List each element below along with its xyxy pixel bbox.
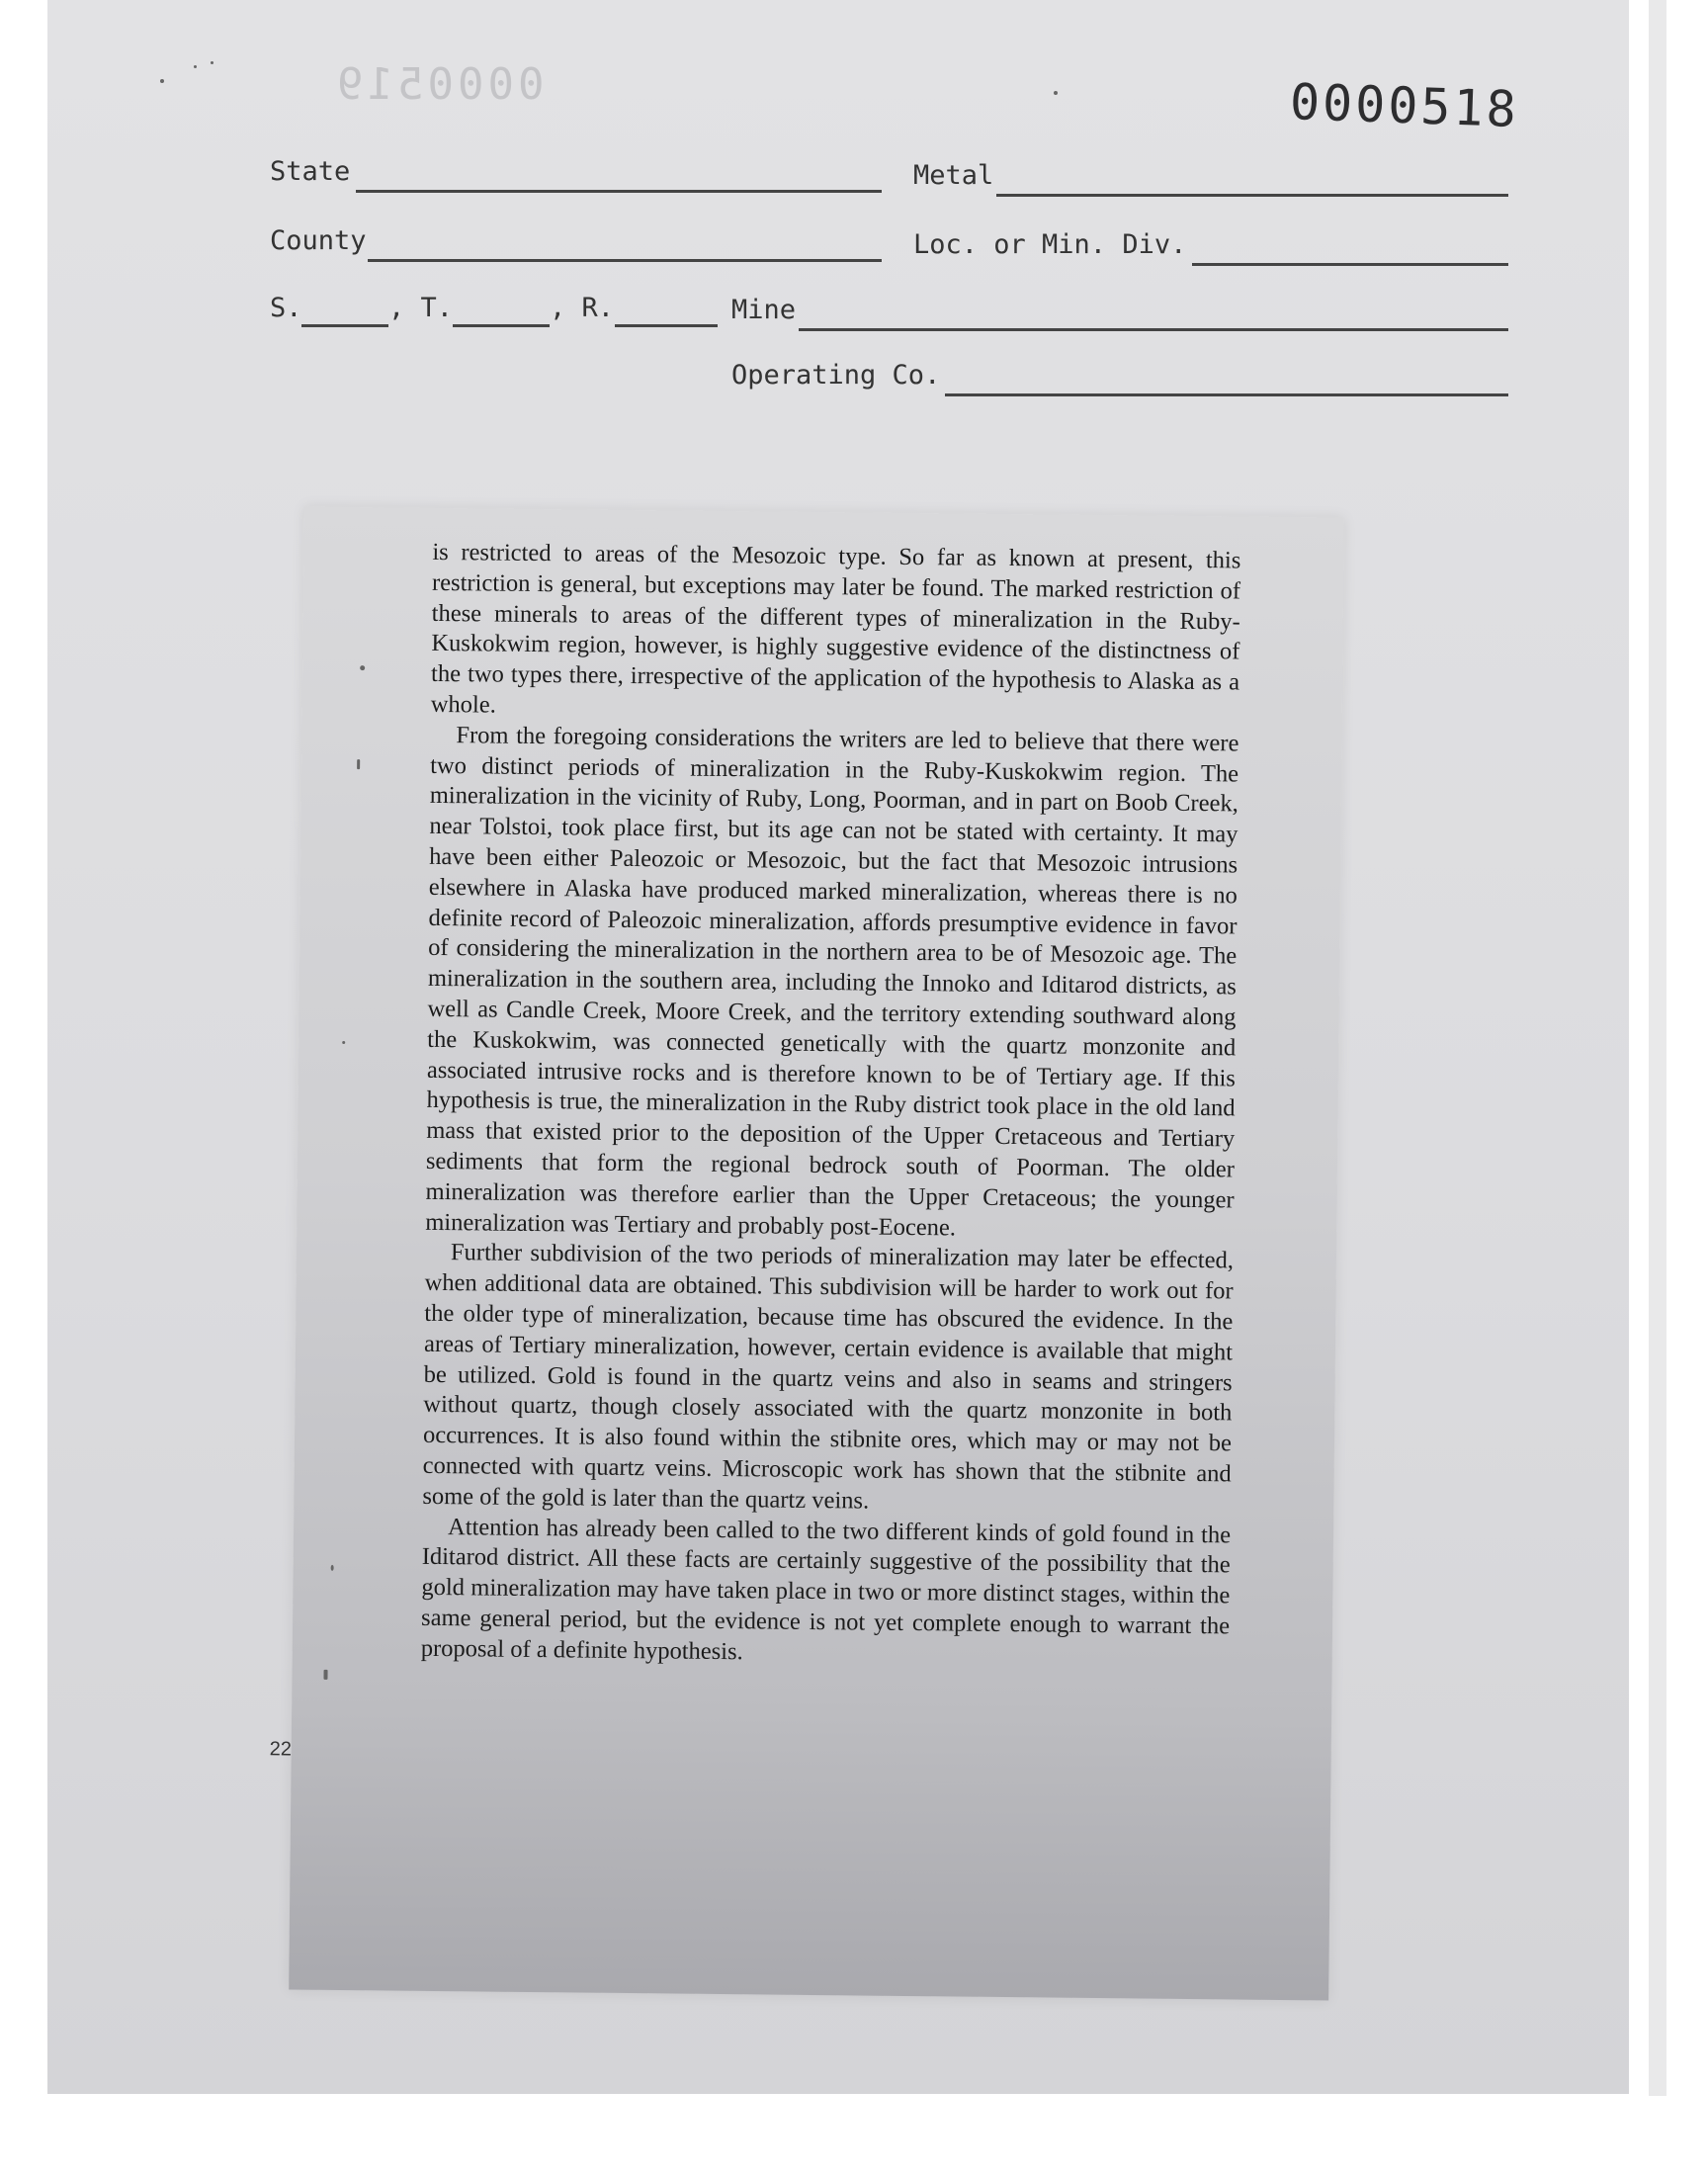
paragraph-1: is restricted to areas of the Mesozoic type. So far as known at present, this restriction is general, but exceptions may later be found. The marked restriction of these minerals to areas of the different types of mineralization in the Ruby-Kuskokwim region, however, is highly suggestive evidence of the distinctness of the two types there, irrespective of the application of the hypothesis to Alaska as a whole. — [430, 538, 1241, 719]
county-label: County — [270, 225, 367, 256]
metal-label: Metal — [913, 160, 994, 191]
scan-speck — [342, 1041, 345, 1044]
scan-speck — [160, 79, 164, 83]
range-field-line — [615, 324, 718, 327]
township-field-line — [453, 324, 550, 327]
scan-speck — [331, 1565, 334, 1571]
loc-or-min-div-label: Loc. or Min. Div. — [913, 229, 1187, 260]
township-label: , T. — [388, 293, 454, 323]
county-field-line — [368, 259, 882, 262]
mine-label: Mine — [731, 295, 797, 325]
scan-speck — [211, 61, 214, 64]
paragraph-2: From the foregoing considerations the writers are led to believe that there were two distinct periods of mineralization in the Ruby-Kuskokwim region. The mineralization in the vicinity of Ruby, Long, Poorman, and in part on Boob Creek, near Tolstoi, took place first, but its age can not be stated with certainty. It may have been either Paleozoic or Mesozoic, but the fact that Mesozoic intrusions elsewhere in Alaska have produced marked mineralization, whereas there is no definite record of Paleozoic mineralization, affords presumptive evidence in favor of considering the mineralization in the northern area to be of Mesozoic age. The mineralization in the southern area, including the Innoko and Iditarod districts, as well as Candle Creek, Moore Creek, and the territory extending southward along the Kuskokwim, was connected genetically with the quartz monzonite and associated intrusive rocks and is therefore known to be of Tertiary age. If this hypothesis is true, the mineralization in the Ruby district took place in the old land mass that existed prior to the deposition of the Upper Cretaceous and Tertiary sediments that form the regional bedrock south of Poorman. The older mineralization was therefore earlier than the Upper Cretaceous; the younger mineralization was Tertiary and probably post-Eocene. — [425, 721, 1239, 1242]
scan-speck — [323, 1670, 327, 1680]
operating-co-label: Operating Co. — [731, 360, 941, 391]
sheet-edge — [1649, 0, 1666, 2096]
scan-speck — [1054, 91, 1058, 95]
paragraph-4: Attention has already been called to the two different kinds of gold found in the Iditarod district. All these facts are certainly suggestive of the possibility that the gold mineralization may have taken place in two or more distinct stages, within the same general period, but the evidence is not yet complete enough to warrant the proposal of a definite hypothesis. — [420, 1513, 1232, 1665]
scan-speck — [360, 665, 365, 670]
section-field-line — [301, 324, 388, 327]
page-number: 22 — [269, 1738, 293, 1761]
loc-field-line — [1192, 263, 1508, 266]
mine-field-line — [799, 328, 1508, 331]
metal-field-line — [996, 194, 1508, 197]
document-body — [421, 538, 1241, 1673]
section-label: S. — [270, 293, 302, 323]
operating-co-field-line — [945, 393, 1508, 396]
file-number: 0000518 — [1289, 72, 1520, 139]
state-label: State — [270, 156, 351, 187]
paragraph-3: Further subdivision of the two periods of mineralization may later be effected, when additional data are obtained. This subdivision will be harder to work out for the older type of mineralization, because time has obscured the evidence. In the areas of Tertiary mineralization, however, certain evidence is available that might be utilized. Gold is found in the quartz veins and also in seams and stringers without quartz, though closely associated with the quartz monzonite in both occurrences. It is also found within the stibnite ores, which may or may not be connected with quartz veins. Microscopic work has shown that the stibnite and some of the gold is later than the quartz veins. — [422, 1239, 1235, 1515]
document-page — [269, 507, 1344, 2001]
state-field-line — [356, 190, 882, 193]
scan-speck — [357, 759, 360, 769]
scan-speck — [194, 65, 197, 68]
bleed-through-number: 0000519 — [333, 59, 545, 110]
range-label: , R. — [550, 293, 615, 323]
